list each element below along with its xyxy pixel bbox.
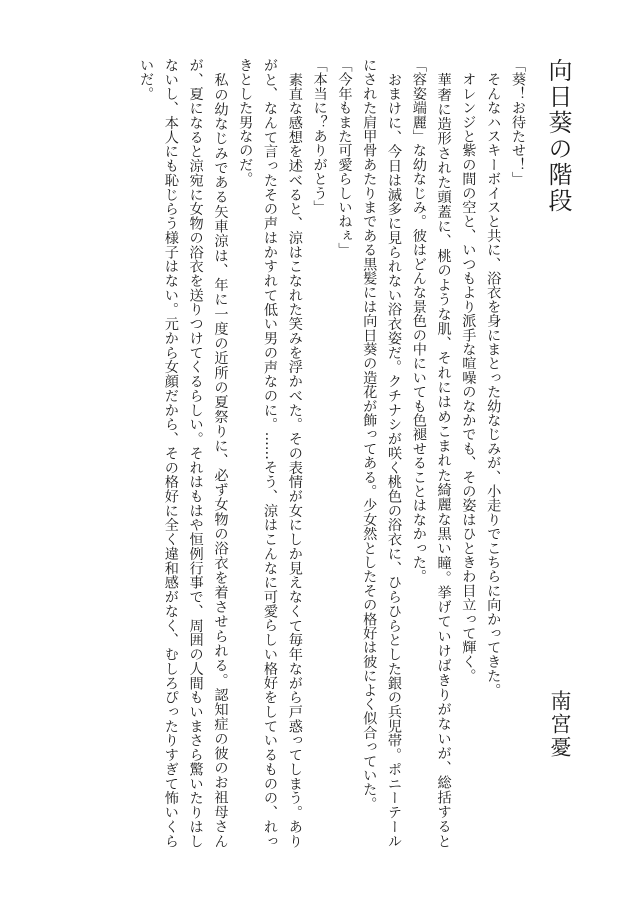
paragraph: 華奢に造形された頭蓋に、桃のような肌、それにはめこまれた綺麗な黒い瞳。挙げていけばきりがないが、総括すると「容姿端麗」な幼なじみ。彼はどんな景色の中にいても色褪せることはなかった。: [410, 58, 452, 848]
document-body: [70, 58, 530, 848]
paragraph: 「本当に？ありがとう」: [311, 58, 328, 215]
paragraph: 「今年もまた可愛らしいねぇ」: [336, 58, 353, 257]
paragraph: 私の幼なじみである矢車涼は、年に一度の近所の夏祭りに、必ず女物の浴衣を着させられる。認知症の彼のお祖母さんが、夏になると涼宛に女物の浴衣を送りつけてくるらしい。それはもはや恒例行事で、周囲の人間もいまさら驚いたりはしないし、本人にも恥じらう様子はない。元から女顔だから、その格好に全く違和感がなく、むしろぴったりすぎて怖いくらいだ。: [138, 58, 229, 848]
paragraph: オレンジと紫の間の空と、いつもより派手な喧噪のなかでも、その姿はひときわ目立って輝く。: [460, 58, 477, 683]
paragraph: そんなハスキーボイスと共に、浴衣を身にまとった幼なじみが、小走りでこちらに向かってきた。: [485, 58, 502, 697]
document-title: 向日葵の階段: [544, 58, 572, 214]
paragraph: 素直な感想を述べると、涼はこなれた笑みを浮かべた。その表情が女にしか見えなくて毎年ながら戸惑ってしまう。ありがと、なんて言ったその声はかすれて低い男の声なのに。……そう、涼はこんなに可愛らしい格好をしているものの、れっきとした男なのだ。: [237, 58, 303, 848]
document-author: 南宮憂: [548, 690, 572, 759]
paragraph: 「葵！お待たせ！」: [510, 58, 526, 186]
paragraph: おまけに、今日は滅多に見られない浴衣姿だ。クチナシが咲く桃色の浴衣に、ひらひらとした銀の兵児帯。ポニーテールにされた肩甲骨あたりまである黒髪には向日葵の造花が飾ってある。少女然としたその格好は彼によく似合っていた。: [361, 58, 403, 848]
